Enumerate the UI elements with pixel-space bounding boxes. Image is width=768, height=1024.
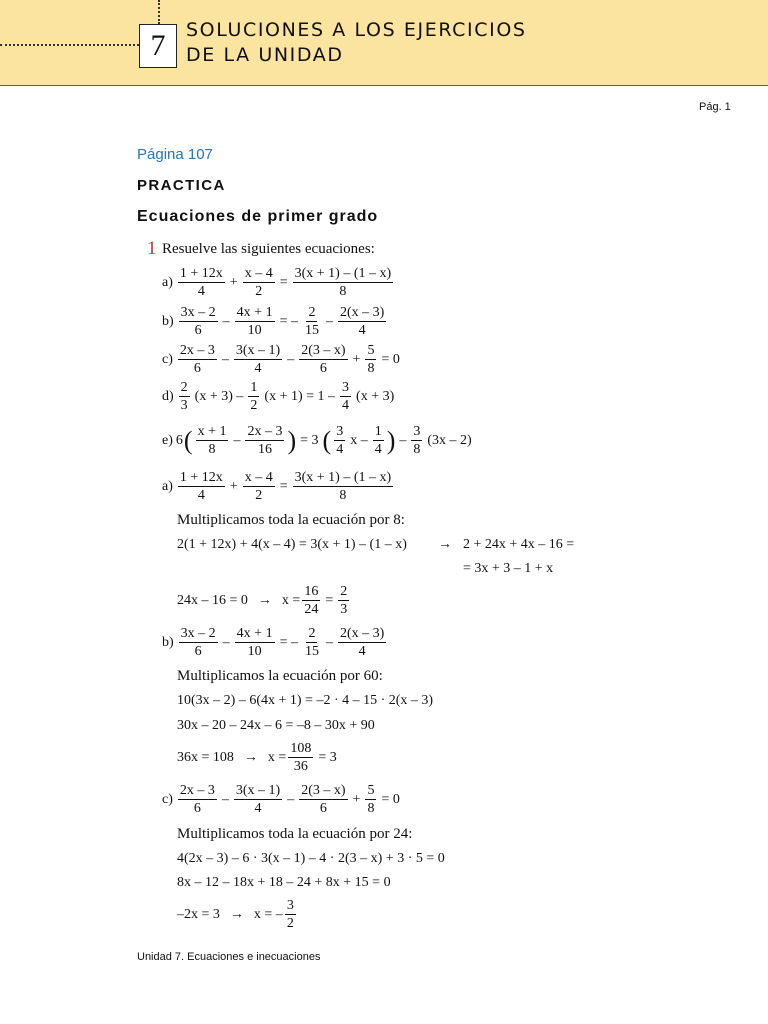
arrow-icon: → <box>229 906 244 922</box>
solution-c-equation: c) $\frac{2x - 3}{6}$ – $\frac{3(x - 1)}{4}$ – $\frac{2(3 - x)}{6}$ + $\frac{5}{8}$ = 0 <box>162 783 400 816</box>
problem-d: d) $\frac{2}{3}$ (x + 3) – $\frac{1}{2}$ (x + 1) = 1 – $\frac{3}{4}$ (x + 3) <box>162 380 395 413</box>
solution-c-text: Multiplicamos toda la ecuación por 24: <box>177 826 413 842</box>
problem-a: a) $\frac{1 + 12x}{4}$ + $\frac{x - 4}{2}$ = $\frac{3(x + 1) - (1 - x)}{8}$ <box>162 266 392 299</box>
arrow-icon: → <box>438 537 452 552</box>
problem-e: e) 6 ( $\frac{x + 1}{8}$ – $\frac{2x - 3}{16}$ ) = 3 ( $\frac{3}{4}$ x – $\frac{1}{4}$ ) – $\frac{3}{8}$ (3x – 2) <box>162 424 472 457</box>
section-practica: PRACTICA <box>137 177 226 194</box>
solution-b-text: Multiplicamos la ecuación por 60: <box>177 668 383 684</box>
solution-c-line1: 4(2x – 3) – 6 · 3(x – 1) – 4 · 2(3 – x) + 3 · 5 = 0 <box>177 851 445 866</box>
exercise-number: 1 <box>147 238 157 259</box>
chapter-header <box>0 0 768 86</box>
page-reference: Página 107 <box>137 146 213 163</box>
solution-b-result: 36x = 108 → x = $\frac{108}{36}$ = 3 <box>177 741 337 774</box>
dotted-rule-vertical <box>158 0 160 24</box>
problem-c: c) $\frac{2x - 3}{6}$ – $\frac{3(x - 1)}{4}$ – $\frac{2(3 - x)}{6}$ + $\frac{5}{8}$ = 0 <box>162 343 400 376</box>
solution-b-line2: 30x – 20 – 24x – 6 = –8 – 30x + 90 <box>177 718 375 733</box>
header-title-line2: DE LA UNIDAD <box>186 44 344 66</box>
dotted-rule-horizontal <box>0 44 139 46</box>
solution-a-line1c: = 3x + 3 – 1 + x <box>463 561 554 576</box>
solution-c-result: –2x = 3 → x = – $\frac{3}{2}$ <box>177 898 294 931</box>
page-number: Pág. 1 <box>699 101 731 113</box>
solution-c-line2: 8x – 12 – 18x + 18 – 24 + 8x + 15 = 0 <box>177 875 391 890</box>
problem-b: b) $\frac{3x - 2}{6}$ – $\frac{4x + 1}{10}$ = – $\frac{2}{15}$ – $\frac{2(x - 3)}{4}$ <box>162 305 385 338</box>
section-title: Ecuaciones de primer grado <box>137 208 379 225</box>
header-title-line1: SOLUCIONES A LOS EJERCICIOS <box>186 19 527 41</box>
solution-a-equation: a) $\frac{1 + 12x}{4}$ + $\frac{x - 4}{2}$ = $\frac{3(x + 1) - (1 - x)}{8}$ <box>162 470 392 503</box>
arrow-icon: → <box>243 749 258 765</box>
solution-a-result: 24x – 16 = 0 → x = $\frac{16}{24}$ = $\frac{2}{3}$ <box>177 584 348 617</box>
solution-b-line1: 10(3x – 2) – 6(4x + 1) = –2 · 4 – 15 · 2(x – 3) <box>177 693 434 708</box>
solution-a-line1: 2(1 + 12x) + 4(x – 4) = 3(x + 1) – (1 – x) <box>177 537 407 552</box>
exercise-statement: Resuelve las siguientes ecuaciones: <box>162 241 375 257</box>
solution-a-text: Multiplicamos toda la ecuación por 8: <box>177 512 405 528</box>
solution-a-line1b: 2 + 24x + 4x – 16 = <box>463 537 575 552</box>
arrow-icon: → <box>257 592 272 608</box>
unit-number-box: 7 <box>139 24 177 68</box>
footer-unit: Unidad 7. Ecuaciones e inecuaciones <box>137 951 321 963</box>
solution-b-equation: b) $\frac{3x - 2}{6}$ – $\frac{4x + 1}{10}$ = – $\frac{2}{15}$ – $\frac{2(x - 3)}{4}$ <box>162 626 385 659</box>
